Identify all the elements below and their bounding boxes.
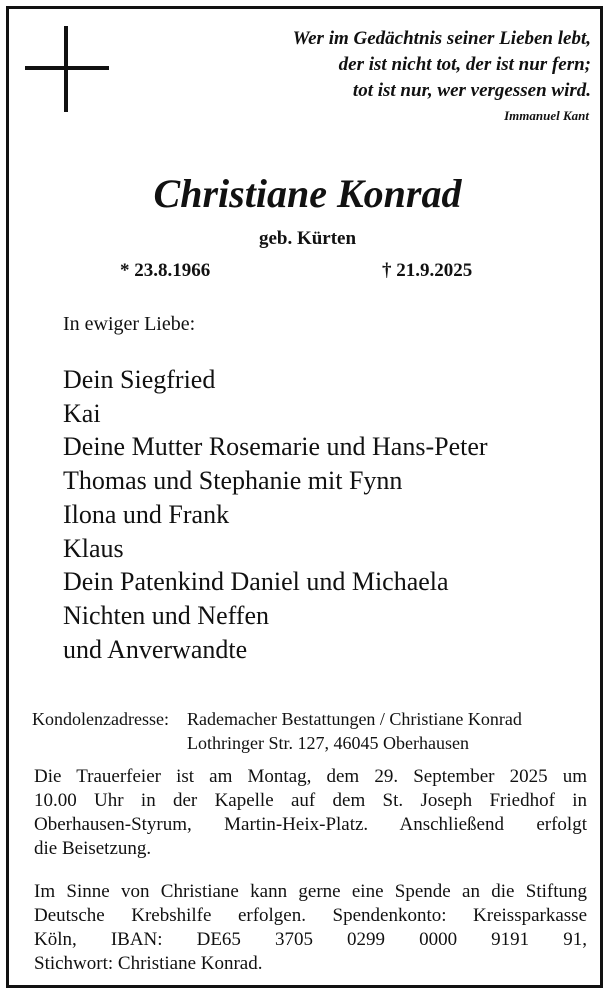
mourner-entry: Dein Siegfried: [63, 365, 216, 394]
funeral-notice: [34, 765, 587, 861]
quote-line: tot ist nur, wer vergessen wird.: [352, 80, 591, 101]
funeral-notice-line: Die Trauerfeier ist am Montag, dem 29. September 2025 um: [34, 766, 587, 787]
condolence-label: Kondolenzadresse:: [32, 709, 169, 729]
mourners-intro: In ewiger Liebe:: [63, 313, 196, 335]
condolence-address-line: Rademacher Bestattungen / Christiane Konrad: [187, 709, 522, 729]
mourners-list: [63, 363, 488, 666]
condolence-address-line: Lothringer Str. 127, 46045 Oberhausen: [187, 733, 469, 753]
donation-notice-line: Köln, IBAN: DE65 3705 0299 0000 9191 91,: [34, 929, 587, 950]
death-date: † 21.9.2025: [382, 260, 473, 281]
mourner-entry: Dein Patenkind Daniel und Michaela: [63, 567, 449, 597]
donation-notice-line: Im Sinne von Christiane kann gerne eine Spende an die Stiftung: [34, 881, 587, 902]
donation-notice-line: Deutsche Krebshilfe erfolgen. Spendenkonto: Kreissparkasse: [34, 905, 587, 926]
mourner-entry: Ilona und Frank: [63, 499, 230, 529]
donation-notice: [34, 880, 587, 976]
mourner-entry: Klaus: [63, 533, 124, 563]
mourner-entry: Nichten und Neffen: [63, 600, 270, 630]
donation-notice-line: Stichwort: Christiane Konrad.: [34, 953, 263, 974]
quote-author: Immanuel Kant: [504, 108, 589, 123]
cross-horizontal-bar: [25, 66, 109, 70]
mourner-entry: Kai: [63, 398, 101, 428]
quote-line: der ist nicht tot, der ist nur fern;: [338, 54, 591, 75]
quote-line: Wer im Gedächtnis seiner Lieben lebt,: [292, 28, 591, 49]
mourner-entry: Deine Mutter Rosemarie und Hans-Peter: [63, 432, 488, 462]
deceased-name: Christiane Konrad: [153, 171, 462, 216]
mourner-entry: und Anverwandte: [63, 634, 248, 664]
birth-name: geb. Kürten: [258, 228, 357, 249]
funeral-notice-line: 10.00 Uhr in der Kapelle auf dem St. Joseph Friedhof in: [34, 790, 587, 811]
funeral-notice-line: Oberhausen-Styrum, Martin-Heix-Platz. Anschließend erfolgt: [34, 814, 587, 835]
mourner-entry: Thomas und Stephanie mit Fynn: [63, 466, 403, 496]
birth-date: * 23.8.1966: [120, 260, 211, 281]
funeral-notice-line: die Beisetzung.: [34, 838, 152, 859]
